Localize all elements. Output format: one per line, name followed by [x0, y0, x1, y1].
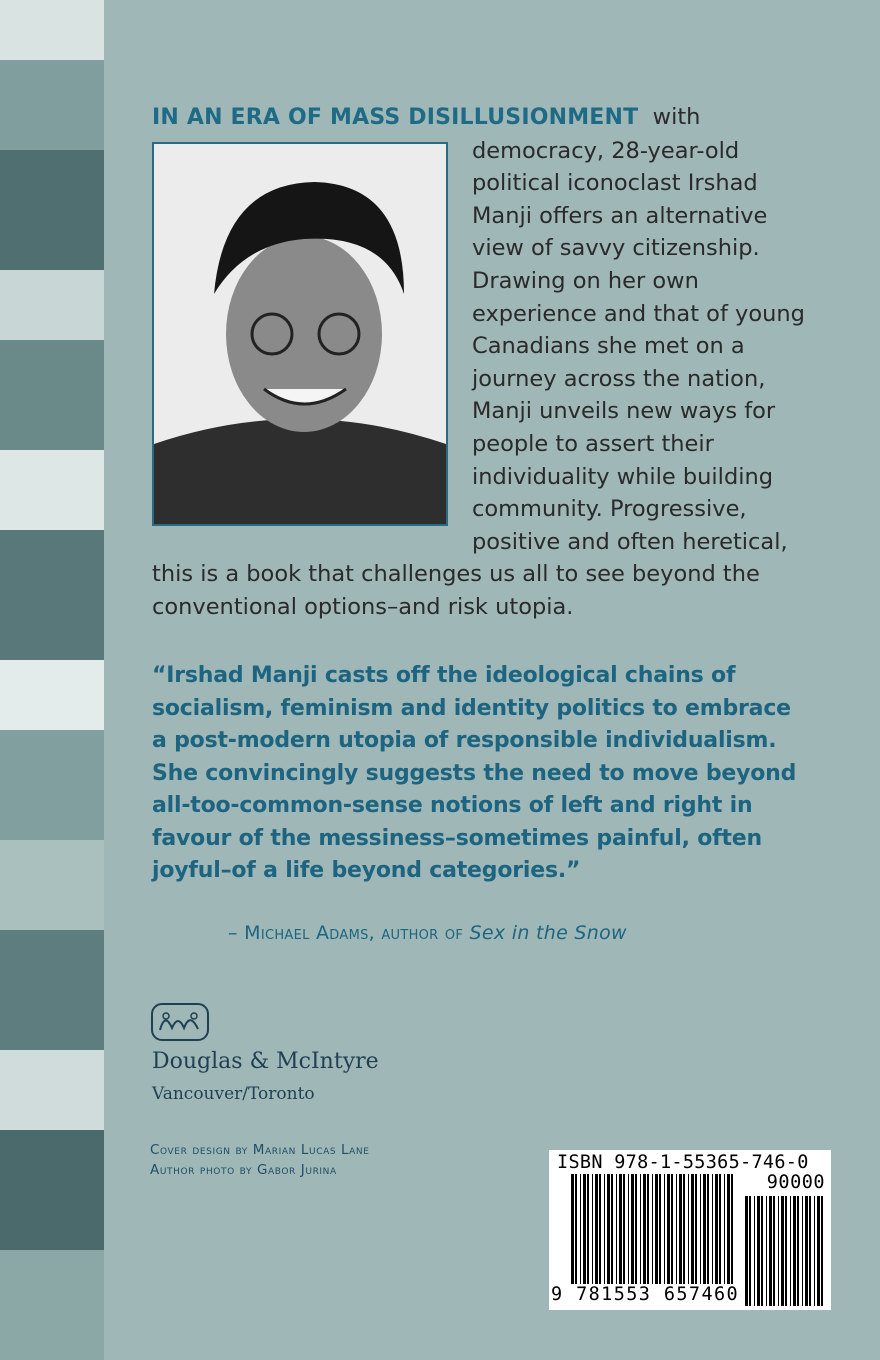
design-credits: [150, 1140, 370, 1180]
quote-attribution: [228, 922, 627, 944]
attribution-author: – Michael Adams, author of: [228, 922, 464, 944]
blurb-lead: IN AN ERA OF MASS DISILLUSIONMENT: [152, 105, 639, 130]
ean-number: 9 781553 657460: [551, 1284, 740, 1305]
blurb-paragraph: [152, 101, 812, 624]
price-addon: 90000: [766, 1172, 825, 1193]
isbn-number: ISBN 978-1-55365-746-0: [557, 1152, 809, 1173]
cover-credit: Cover design by Marian Lucas Lane: [150, 1142, 370, 1158]
blurb-text: [646, 104, 653, 130]
isbn-barcode: [549, 1150, 831, 1310]
review-quote: “Irshad Manji casts off the ideological chains of socialism, feminism and identity politics to embrace a post-modern utopia of responsible individualism. She convincingly suggests the need to move beyond all-too-common-sense notions of left and right in favour of the messiness–sometimes painful, often joyful–of a life beyond categories.”: [152, 663, 797, 883]
photo-credit: Author photo by Gabor Jurina: [150, 1162, 337, 1178]
publisher-name: Douglas & McIntyre: [152, 1049, 379, 1074]
photo-collage-strip: [0, 0, 104, 1360]
author-photo: [152, 142, 448, 526]
publisher-city: Vancouver/Toronto: [152, 1084, 315, 1104]
blurb-body: with democracy, 28-year-old political iconoclast Irshad Manji offers an alternative view of savvy citizenship. Drawing on her own experience and that of young Canadians she met on a journey across the nation, Manji unveils new ways for people to assert their individuality while building community. Progressive, positive and often heretical, this is a book that challenges us all to see beyond the conventional options–and risk utopia.: [152, 104, 805, 620]
attribution-work: Sex in the Snow: [469, 922, 627, 944]
publisher-logo-icon: [150, 1002, 210, 1042]
